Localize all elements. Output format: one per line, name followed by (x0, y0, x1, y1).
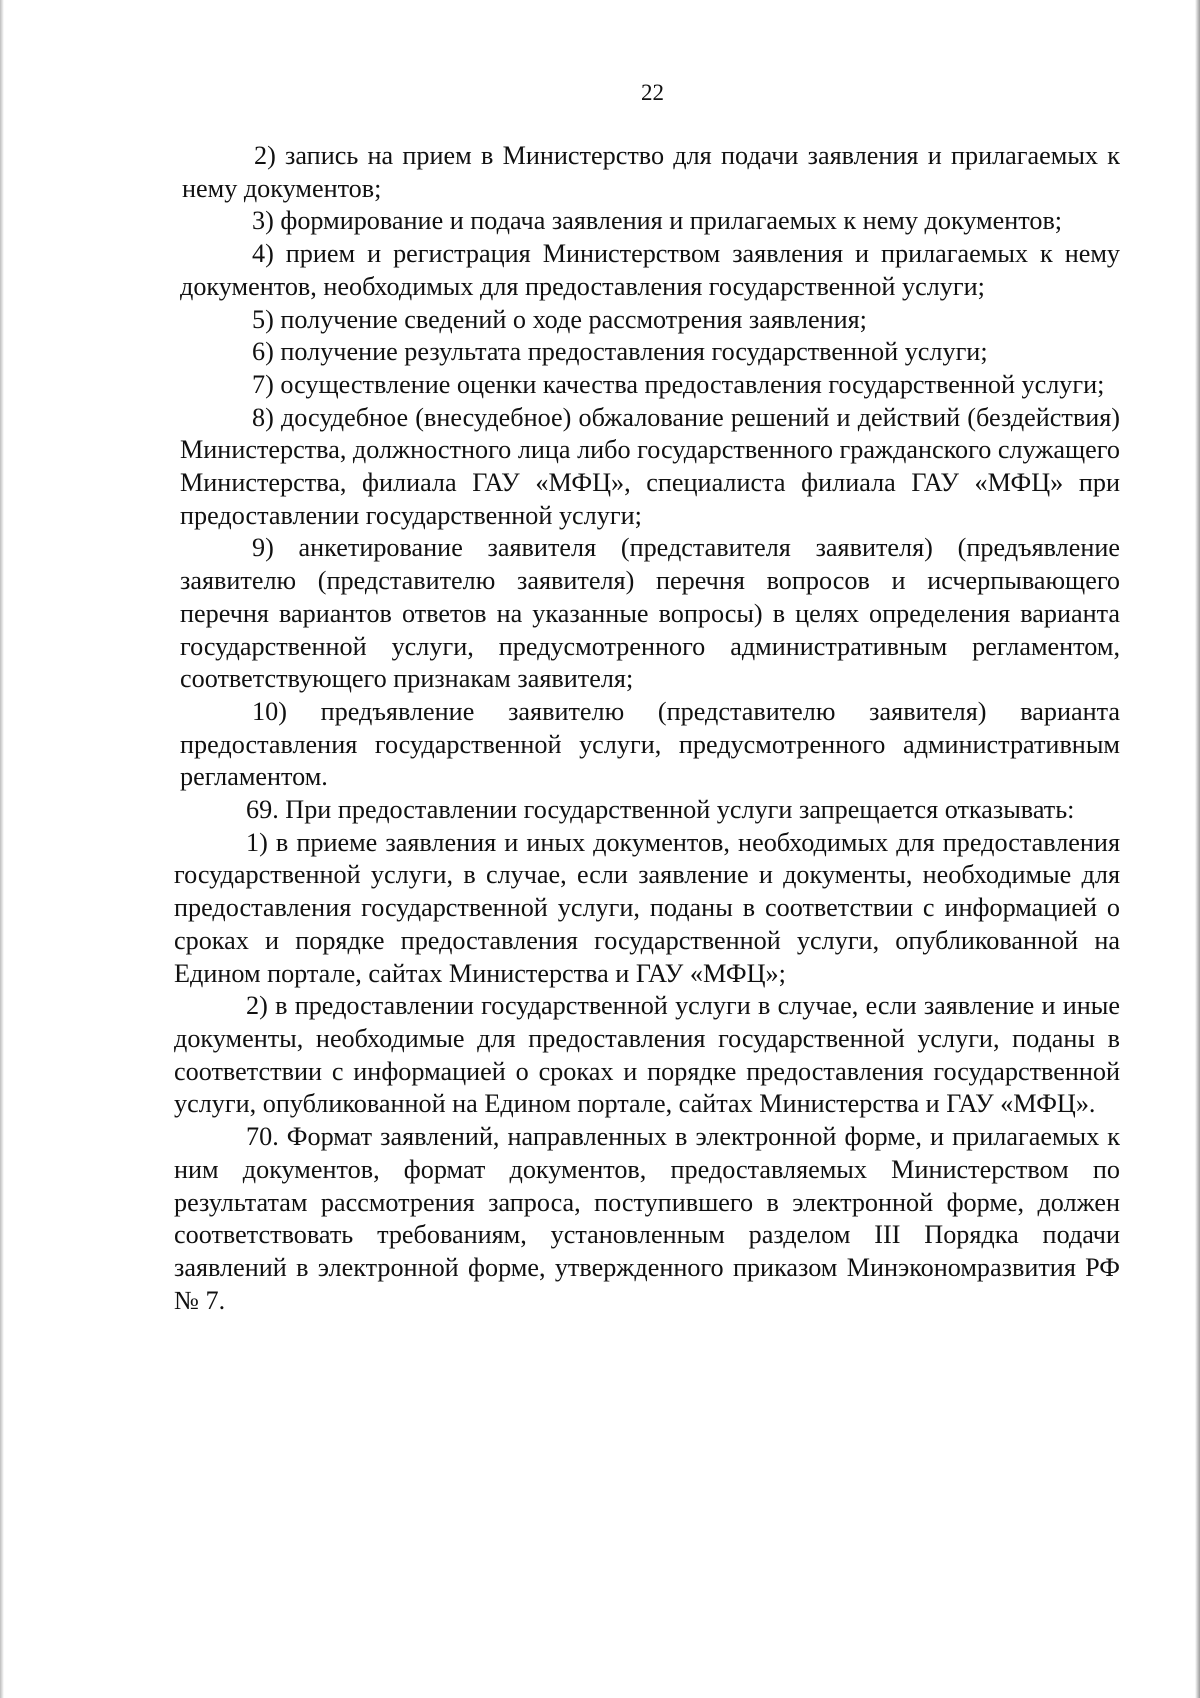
scan-edge-left (0, 0, 4, 1698)
paragraph-item-5: 5) получение сведений о ходе рассмотрения заявления; (252, 304, 867, 334)
paragraph-item-4: 4) прием и регистрация Министерством заявления и прилагаемых к нему документов, необходимых для предоставления государственной услуги; (180, 239, 1120, 301)
paragraph-clause-70: 70. Формат заявлений, направленных в электронной форме, и прилагаемых к ним документов, формат документов, предоставляемых Министерством по результатам рассмотрения запроса, поступившего в электронной форме, должен соответствовать требованиям, установленным разделом III Порядка подачи заявлений в электронной форме, утвержденного приказом Минэкономразвития РФ № 7. (174, 1122, 1120, 1315)
paragraph-clause-69-item-2: 2) в предоставлении государственной услуги в случае, если заявление и иные документы, необходимые для предоставления государственной услуги, поданы в соответствии с информацией о сроках и порядке предоставления государственной услуги, опубликованной на Едином портале, сайтах Министерства и ГАУ «МФЦ». (174, 991, 1120, 1119)
document-body (174, 140, 1120, 1317)
paragraph-clause-69-item-1: 1) в приеме заявления и иных документов, необходимых для предоставления государственной услуги, в случае, если заявление и документы, необходимые для предоставления государственной услуги, поданы в соответствии с информацией о сроках и порядке предоставления государственной услуги, опубликованной на Едином портале, сайтах Министерства и ГАУ «МФЦ»; (174, 827, 1120, 988)
paragraph-item-9: 9) анкетирование заявителя (представителя заявителя) (предъявление заявителю (представителю заявителя) перечня вопросов и исчерпывающего перечня вариантов ответов на указанные вопросы) в целях определения варианта государственной услуги, предусмотренного административным регламентом, соответствующего признакам заявителя; (180, 533, 1120, 694)
paragraph-item-6: 6) получение результата предоставления государственной услуги; (252, 337, 988, 367)
paragraph-item-2: 2) запись на прием в Министерство для подачи заявления и прилагаемых к нему документов; (182, 141, 1120, 203)
paragraph-item-8: 8) досудебное (внесудебное) обжалование решений и действий (бездействия) Министерства, должностного лица либо государственного гражданского служащего Министерства, филиала ГАУ «МФЦ», специалиста филиала ГАУ «МФЦ» при предоставлении государственной услуги; (180, 402, 1120, 530)
scan-edge-right (1195, 0, 1200, 1698)
paragraph-item-10: 10) предъявление заявителю (представителю заявителя) варианта предоставления государственной услуги, предусмотренного административным регламентом. (180, 696, 1120, 792)
paragraph-item-7: 7) осуществление оценки качества предоставления государственной услуги; (252, 369, 1105, 399)
paragraph-clause-69: 69. При предоставлении государственной услуги запрещается отказывать: (246, 795, 1075, 825)
paragraph-item-3: 3) формирование и подача заявления и прилагаемых к нему документов; (252, 206, 1063, 236)
page-number: 22 (641, 80, 664, 105)
